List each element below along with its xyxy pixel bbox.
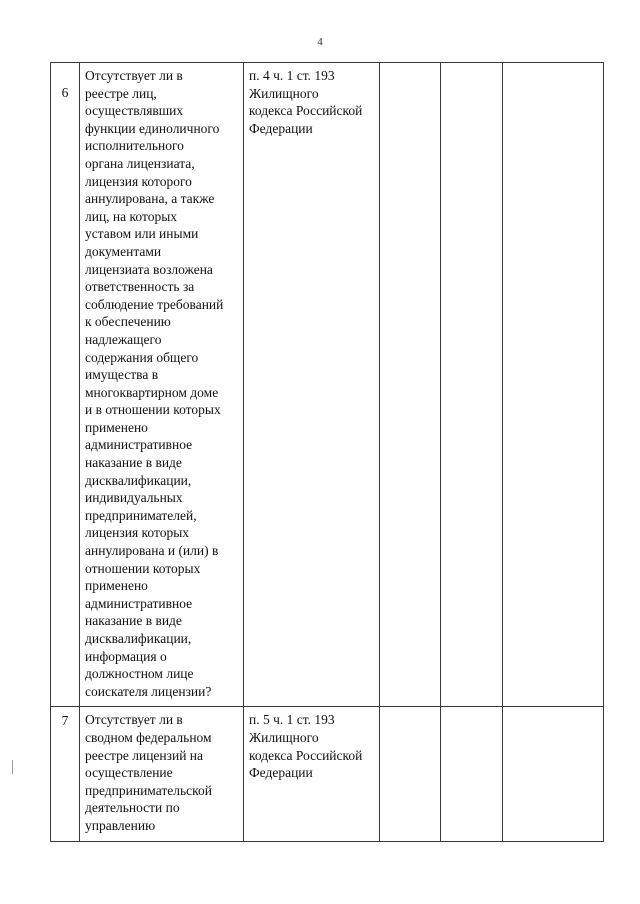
question-text: Отсутствует ли в сводном федеральном реестре лицензий на осуществление предпринимательской деятельности по управлению xyxy=(85,712,213,833)
answer-no-cell xyxy=(441,63,503,707)
legal-reference-text: п. 5 ч. 1 ст. 193 Жилищного кодекса Российской Федерации xyxy=(249,712,363,781)
table-row xyxy=(51,707,604,841)
answer-yes-cell xyxy=(380,63,441,707)
checklist-table xyxy=(50,62,604,842)
question-cell xyxy=(80,707,244,841)
row-number: 7 xyxy=(61,713,69,729)
table-row xyxy=(51,63,604,707)
answer-yes-text xyxy=(380,707,440,717)
row-number: 6 xyxy=(61,85,69,100)
note-text xyxy=(503,707,603,717)
legal-reference-cell xyxy=(244,707,380,841)
legal-reference-text: п. 4 ч. 1 ст. 193 Жилищного кодекса Российской Федерации xyxy=(249,68,363,136)
answer-yes-text xyxy=(380,63,440,73)
note-cell xyxy=(503,707,604,841)
note-text xyxy=(503,63,603,73)
note-cell xyxy=(503,63,604,707)
answer-no-text xyxy=(441,707,502,717)
row-number-cell xyxy=(51,63,80,707)
legal-reference-cell xyxy=(244,63,380,707)
answer-no-cell xyxy=(441,707,503,841)
question-text: Отсутствует ли в реестре лиц, осуществлявших функции единоличного исполнительного органа лицензиата, лицензия которого аннулирована, а также лиц, на которых уставом или иными документами лицензиата возложена ответственность за соблюдение требований к обеспечению надлежащего содержания общего имущества в многоквартирном доме и в отношении которых применено административное наказание в виде дисквалификации, индивидуальных предпринимателей, лицензия которых аннулирована и (или) в отношении которых применено административное наказание в виде дисквалификации, информация о должностном лице соискателя лицензии? xyxy=(85,68,224,699)
margin-mark xyxy=(12,760,13,774)
answer-yes-cell xyxy=(380,707,441,841)
question-cell xyxy=(80,63,244,707)
page-number: 4 xyxy=(317,36,323,48)
answer-no-text xyxy=(441,63,502,73)
row-number-cell xyxy=(51,707,80,841)
